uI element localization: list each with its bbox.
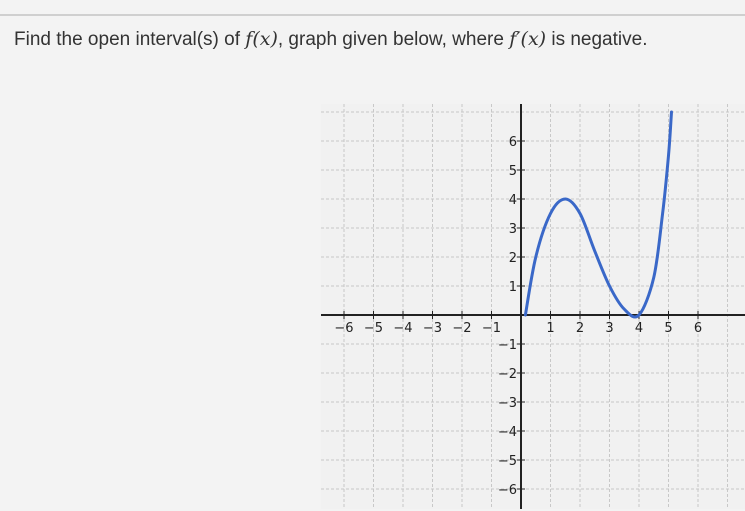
- y-tick-label: 5: [508, 164, 517, 179]
- x-tick-label: 2: [575, 321, 585, 336]
- x-tick-label: −2: [452, 321, 472, 336]
- x-tick-label: 5: [664, 321, 673, 336]
- x-tick-label: 3: [605, 321, 614, 336]
- x-tick-label: −3: [422, 321, 443, 336]
- plot-area: [321, 104, 745, 509]
- question-suffix: is negative.: [546, 29, 648, 50]
- question-prefix: Find the open interval(s) of: [14, 29, 246, 50]
- y-tick-label: −5: [497, 454, 517, 469]
- y-tick-label: 6: [508, 135, 517, 150]
- y-tick-label: −1: [497, 338, 517, 353]
- derivative-symbol: f′(x): [509, 28, 547, 50]
- y-tick-label: 3: [508, 222, 517, 237]
- function-symbol: f(x): [245, 28, 278, 50]
- x-tick-label: 1: [546, 321, 555, 336]
- y-tick-label: −6: [497, 483, 517, 498]
- x-tick-label: 6: [693, 321, 703, 336]
- x-tick-label: 4: [634, 321, 644, 336]
- x-tick-label: −6: [334, 321, 354, 336]
- x-tick-label: −4: [393, 321, 413, 336]
- question-middle: , graph given below, where: [277, 29, 510, 50]
- x-tick-label: −5: [363, 321, 384, 336]
- y-tick-label: 1: [508, 280, 517, 295]
- x-tick-label: −1: [481, 321, 502, 336]
- y-tick-label: −2: [497, 367, 517, 382]
- y-tick-label: 4: [508, 193, 517, 208]
- y-tick-label: −4: [497, 425, 517, 440]
- y-tick-label: −3: [497, 396, 517, 411]
- y-tick-label: 2: [508, 251, 517, 266]
